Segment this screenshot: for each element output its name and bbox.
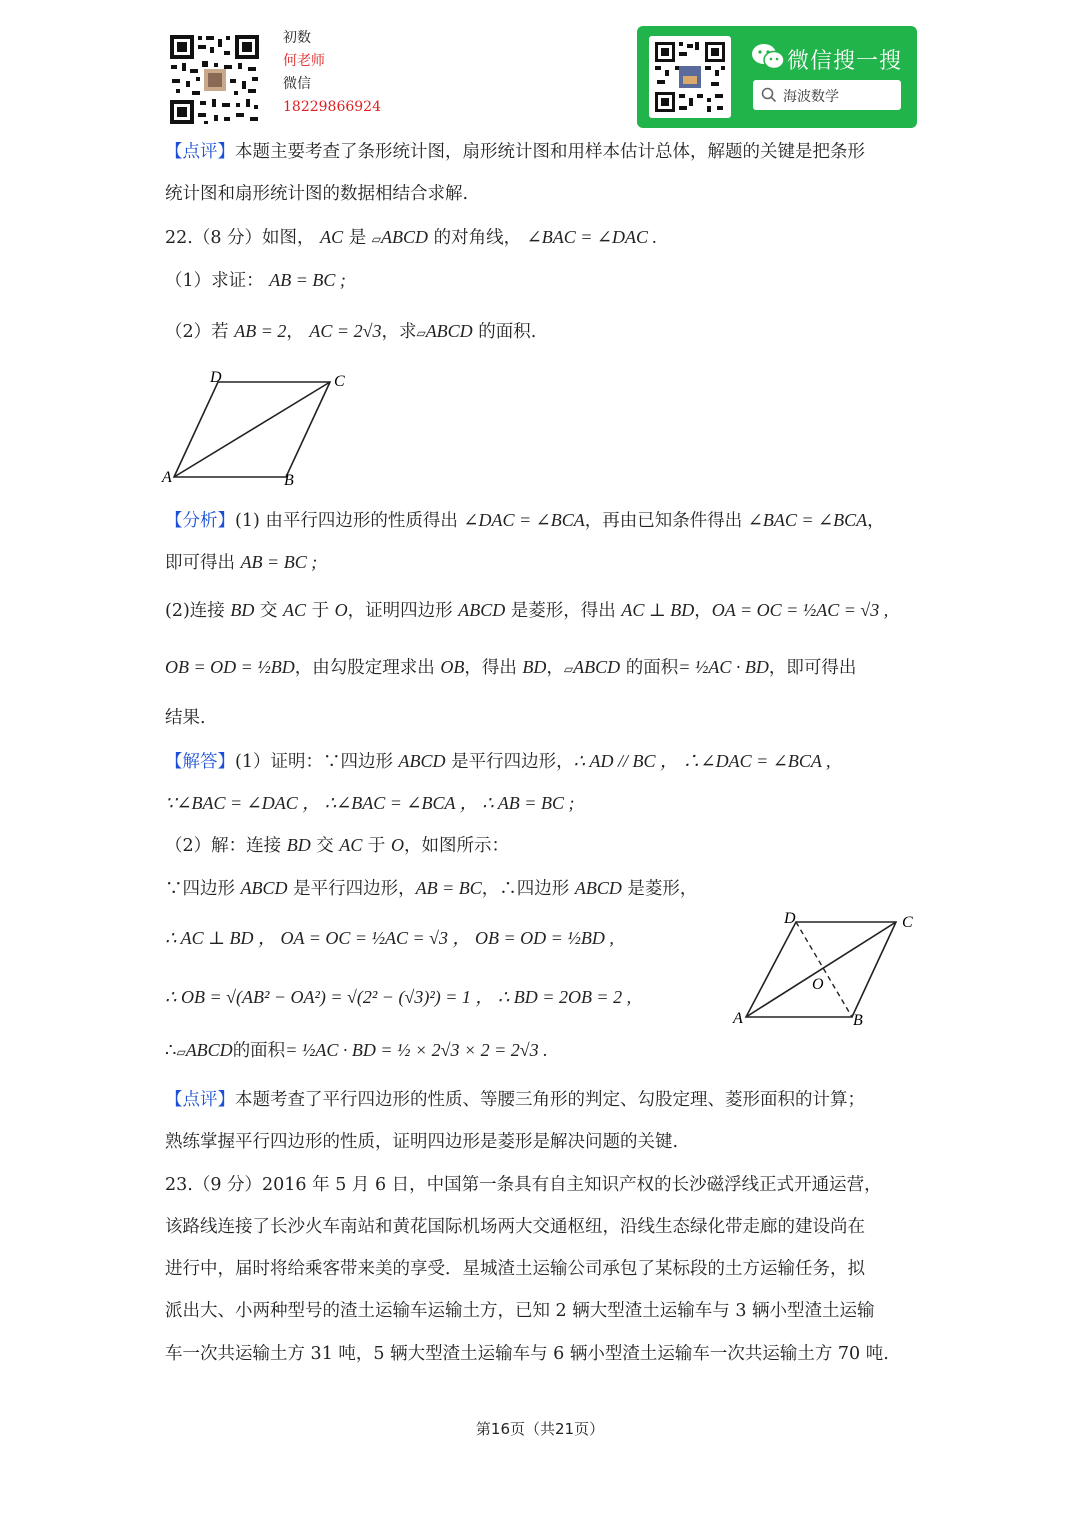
diagonal-bd-dashed bbox=[796, 922, 852, 1017]
vertex-label-c: C bbox=[334, 373, 345, 390]
math-abcd: ABCD bbox=[574, 878, 622, 898]
math-ac: AC bbox=[283, 600, 307, 620]
answer-tag: 【解答】 bbox=[165, 752, 235, 772]
question-22-part-2 bbox=[165, 319, 536, 345]
wechat-qr-code bbox=[649, 36, 731, 118]
answer-text: (1）证明：∵四边形 bbox=[235, 752, 399, 772]
question-text: 的面积. bbox=[472, 322, 537, 342]
comment-text: 熟练掌握平行四边形的性质，证明四边形是菱形是解决问题的关键. bbox=[165, 1132, 679, 1152]
vertex-label-b: B bbox=[284, 472, 294, 489]
analysis-text: (1) 由平行四边形的性质得出 bbox=[235, 511, 464, 531]
math-oa-oc: OA = OC = ½AC = √3 , bbox=[711, 600, 889, 620]
answer-line-5 bbox=[165, 926, 614, 951]
center-label-o: O bbox=[812, 976, 824, 993]
analysis-text: 结果. bbox=[165, 708, 206, 728]
answer-text: ，∴四边形 bbox=[481, 879, 575, 899]
wechat-search-title: 微信搜一搜 bbox=[787, 49, 903, 74]
comment-text: 本题主要考查了条形统计图，扇形统计图和用样本估计总体，解题的关键是把条形 bbox=[235, 142, 865, 162]
contact-label-subject: 初数 bbox=[283, 30, 311, 46]
math-bd: BD bbox=[230, 600, 255, 620]
analysis-text: ，证明四边形 bbox=[347, 601, 459, 621]
question-22-part-1 bbox=[165, 268, 346, 293]
vertex-label-d: D bbox=[784, 910, 796, 927]
comment-21-line-2 bbox=[165, 182, 468, 206]
math-bd: BD bbox=[286, 835, 311, 855]
math-abcd: ABCD bbox=[458, 600, 506, 620]
analysis-line-2 bbox=[165, 550, 317, 575]
math-ac: AC bbox=[320, 227, 344, 247]
contact-label-wechat: 微信 bbox=[283, 76, 311, 92]
search-icon bbox=[761, 87, 777, 103]
question-text: 该路线连接了长沙火车南站和黄花国际机场两大交通枢纽，沿线生态绿化带走廊的建设尚在 bbox=[165, 1217, 865, 1237]
figure-parallelogram-1 bbox=[160, 365, 360, 490]
answer-line-2 bbox=[165, 791, 574, 816]
math-bac-bca: ∠BAC = ∠BCA bbox=[747, 510, 868, 530]
math-abcd: ABCD bbox=[240, 878, 288, 898]
analysis-text: ，得出 bbox=[464, 658, 523, 678]
question-text: 22.（8 分）如图， bbox=[165, 228, 315, 248]
comment-22-line-2 bbox=[165, 1130, 678, 1154]
math-dac-bca: ∠DAC = ∠BCA bbox=[463, 510, 585, 530]
wechat-search-box[interactable] bbox=[753, 80, 901, 110]
math-ob: OB bbox=[440, 657, 465, 677]
answer-text: （2）解：连接 bbox=[165, 836, 287, 856]
question-text: （2）若 bbox=[165, 322, 235, 342]
answer-text: ∵四边形 bbox=[165, 879, 241, 899]
vertex-label-a: A bbox=[733, 1010, 743, 1027]
math-ab-eq-bc: AB = BC ; bbox=[240, 552, 318, 572]
math-answer-step: ∵∠BAC = ∠DAC ， ∴∠BAC = ∠BCA ， ∴ AB = BC ; bbox=[165, 793, 575, 813]
math-abcd: ABCD bbox=[398, 751, 446, 771]
question-23-line-4 bbox=[165, 1299, 875, 1323]
comment-text: 统计图和扇形统计图的数据相结合求解. bbox=[165, 184, 469, 204]
answer-text: 交 bbox=[310, 836, 340, 856]
math-o: O bbox=[334, 600, 348, 620]
question-text: 派出大、小两种型号的渣土运输车运输土方，已知 2 辆大型渣土运输车与 3 辆小型渣土运输 bbox=[165, 1301, 875, 1321]
math-answer-step: ∴ AD // BC ， ∴∠DAC = ∠BCA , bbox=[573, 751, 831, 771]
question-text: ，求 bbox=[381, 322, 417, 342]
analysis-text: ，再由已知条件得出 bbox=[584, 511, 748, 531]
wechat-qr-graphic bbox=[649, 36, 731, 118]
math-ab-2: AB = 2 bbox=[234, 321, 287, 341]
math-answer-step: ∴ OB = √(AB² − OA²) = √(2² − (√3)²) = 1 ， ∴ BD = 2OB = 2 , bbox=[165, 987, 632, 1007]
wechat-search-text: 海波数学 bbox=[783, 89, 839, 105]
analysis-line-3: (2)连接 BD 交 AC 于 O，证明四边形 ABCD 是菱形，得出 AC ⊥ BD，OA = OC = ½AC = √3 , bbox=[165, 600, 889, 621]
answer-text: 是平行四边形， bbox=[445, 752, 574, 772]
question-23-line-2 bbox=[165, 1215, 865, 1239]
vertex-label-c: C bbox=[902, 914, 913, 931]
comment-text: 本题考查了平行四边形的性质、等腰三角形的判定、勾股定理、菱形面积的计算； bbox=[235, 1090, 865, 1110]
analysis-text: 的面积 bbox=[620, 658, 679, 678]
math-ac-2sqrt3: AC = 2√3 bbox=[309, 321, 382, 341]
answer-line-1 bbox=[165, 749, 831, 774]
page-number-footer: 第16页（共21页） bbox=[475, 1420, 605, 1438]
question-text: 车一次共运输土方 31 吨，5 辆大型渣土运输车与 6 辆小型渣土运输车一次共运输土方 70 吨. bbox=[165, 1344, 889, 1364]
question-23-line-5 bbox=[165, 1342, 889, 1366]
analysis-text: 是菱形，得出 bbox=[505, 601, 622, 621]
math-ac: AC bbox=[339, 835, 363, 855]
question-text: 的对角线， bbox=[428, 228, 522, 248]
math-parallelogram-abcd: ▱ABCD bbox=[416, 321, 473, 341]
comment-21-line-1 bbox=[165, 140, 865, 164]
vertex-label-d: D bbox=[210, 369, 222, 386]
math-therefore-parallelogram: ∴▱ABCD bbox=[165, 1040, 233, 1060]
question-23-line-1 bbox=[165, 1173, 882, 1197]
math-o: O bbox=[391, 835, 404, 855]
wechat-search-banner[interactable] bbox=[637, 26, 917, 128]
question-text: 是 bbox=[343, 228, 367, 248]
question-text: 23.（9 分）2016 年 5 月 6 日，中国第一条具有自主知识产权的长沙磁浮线正式开通运营， bbox=[165, 1175, 882, 1195]
math-answer-step: ∴ AC ⊥ BD ， OA = OC = ½AC = √3 ， OB = OD = ½BD , bbox=[165, 928, 614, 948]
figure-rhombus-2 bbox=[728, 905, 928, 1030]
answer-text: ，如图所示： bbox=[404, 836, 509, 856]
qr-code-image bbox=[168, 33, 261, 126]
math-ab-eq-bc: AB = BC ; bbox=[269, 270, 346, 290]
analysis-text: ，由勾股定理求出 bbox=[294, 658, 441, 678]
analysis-text: 于 bbox=[306, 601, 335, 621]
math-bd: BD bbox=[522, 657, 547, 677]
analysis-tag: 【分析】 bbox=[165, 511, 235, 531]
answer-line-3 bbox=[165, 833, 509, 858]
question-text: ， bbox=[286, 322, 304, 342]
analysis-line-4: OB = OD = ½BD，由勾股定理求出 OB，得出 BD，▱ABCD 的面积= ½AC · BD，即可得出 bbox=[165, 657, 857, 678]
question-text: 进行中，届时将给乘客带来美的享受．星城渣土运输公司承包了某标段的土方运输任务，拟 bbox=[165, 1259, 865, 1279]
answer-line-7 bbox=[165, 1038, 548, 1064]
comment-22-line-1 bbox=[165, 1088, 865, 1112]
answer-text: 是平行四边形， bbox=[287, 879, 416, 899]
vertex-label-a: A bbox=[162, 469, 172, 486]
analysis-line-5 bbox=[165, 706, 206, 730]
answer-line-6 bbox=[165, 985, 631, 1010]
question-text: （1）求证： bbox=[165, 271, 264, 291]
wechat-logo-icon bbox=[751, 42, 785, 72]
math-ac-perp-bd: AC ⊥ BD bbox=[621, 600, 695, 620]
analysis-line-1: 【分析】(1) 由平行四边形的性质得出 ∠DAC = ∠BCA，再由已知条件得出 ∠BAC = ∠BCA， bbox=[165, 510, 885, 531]
answer-text: 是菱形， bbox=[621, 879, 698, 899]
math-answer-step: = ½AC · BD = ½ × 2√3 × 2 = 2√3 . bbox=[285, 1040, 548, 1060]
diagonal-ac bbox=[174, 382, 330, 477]
math-parallelogram-abcd: ▱ABCD bbox=[563, 657, 621, 677]
comment-tag: 【点评】 bbox=[165, 1090, 235, 1110]
answer-text: 的面积 bbox=[232, 1041, 286, 1061]
math-ob-od: OB = OD = ½BD bbox=[165, 657, 295, 677]
math-parallelogram-abcd: ▱ABCD bbox=[371, 227, 429, 247]
math-ab-eq-bc: AB = BC bbox=[415, 878, 482, 898]
math-area-formula: = ½AC · BD bbox=[678, 657, 769, 677]
analysis-text: (2)连接 bbox=[165, 601, 231, 621]
analysis-text: 交 bbox=[254, 601, 283, 621]
vertex-label-b: B bbox=[853, 1012, 863, 1029]
answer-text: 于 bbox=[362, 836, 391, 856]
question-22-stem bbox=[165, 225, 657, 251]
comment-tag: 【点评】 bbox=[165, 142, 235, 162]
answer-line-4 bbox=[165, 876, 697, 901]
question-23-line-3 bbox=[165, 1257, 865, 1281]
analysis-text: ，即可得出 bbox=[768, 658, 857, 678]
qr-code-graphic bbox=[168, 33, 261, 126]
math-angle-condition: ∠BAC = ∠DAC . bbox=[526, 227, 657, 247]
analysis-text: 即可得出 bbox=[165, 553, 241, 573]
contact-teacher-name: 何老师 bbox=[283, 53, 325, 69]
contact-phone: 18229866924 bbox=[283, 99, 381, 115]
